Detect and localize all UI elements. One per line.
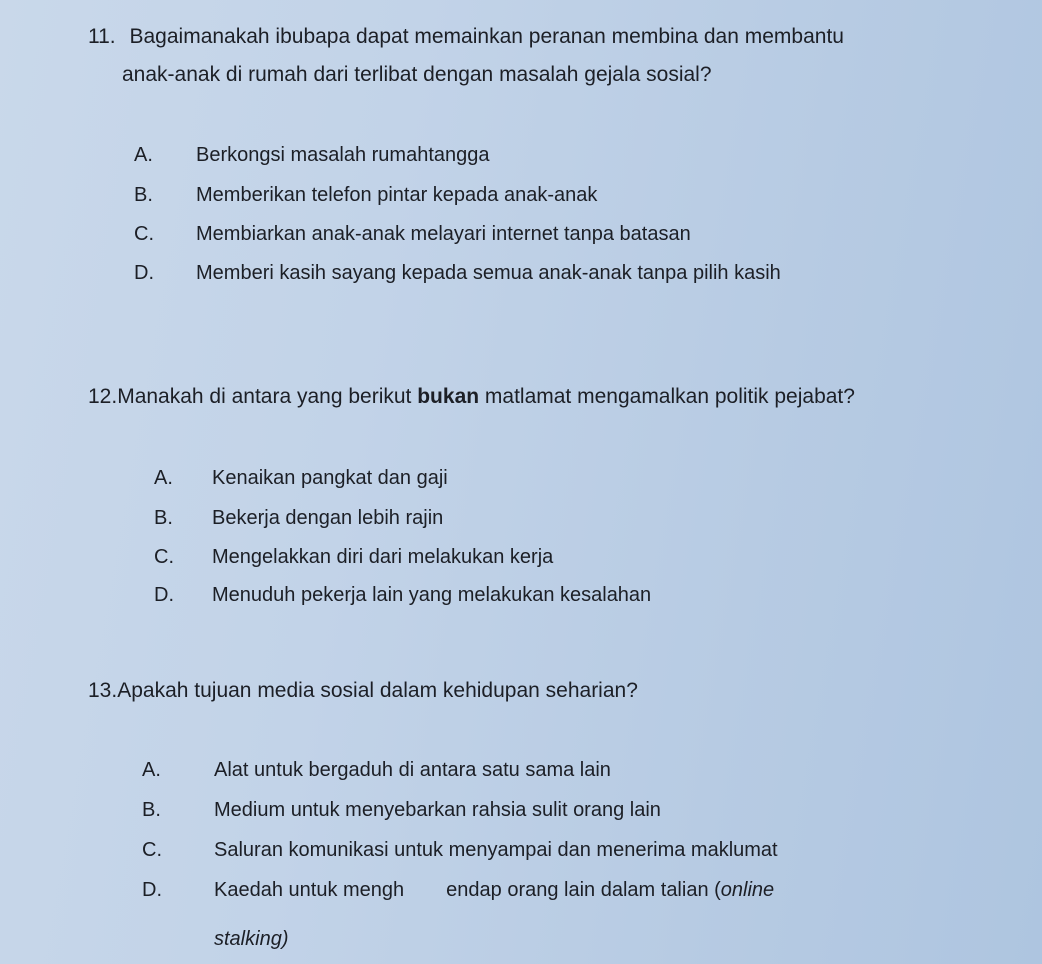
option-text: Kenaikan pangkat dan gaji	[212, 467, 448, 489]
option-text: Alat untuk bergaduh di antara satu sama lain	[214, 759, 611, 781]
question-text-before: Manakah di antara yang berikut	[117, 385, 418, 408]
option-text-line2: stalking)	[214, 928, 289, 950]
option-text: Saluran komunikasi untuk menyampai dan menerima maklumat	[214, 839, 778, 861]
question-12-stem	[88, 382, 855, 412]
option-letter: C.	[134, 223, 154, 245]
question-text-emphasis: bukan	[417, 385, 480, 408]
option-text: Mengelakkan diri dari melakukan kerja	[212, 546, 554, 568]
question-11-stem-line2	[122, 60, 712, 90]
option-letter: B.	[154, 507, 173, 529]
question-number: 11.	[88, 25, 116, 48]
question-text: Apakah tujuan media sosial dalam kehidupan seharian?	[117, 679, 638, 702]
option-letter: C.	[142, 839, 162, 861]
question-number: 12.	[88, 385, 118, 408]
option-text-part2: endap orang lain dalam talian (	[446, 879, 721, 901]
question-13-stem	[88, 676, 638, 706]
option-letter: A.	[142, 759, 161, 781]
option-letter: C.	[154, 546, 174, 568]
question-text-line1: Bagaimanakah ibubapa dapat memainkan peranan membina dan membantu	[129, 25, 844, 48]
option-text	[214, 877, 774, 903]
question-number: 13.	[88, 679, 118, 702]
question-text-after: matlamat mengamalkan politik pejabat?	[479, 385, 855, 408]
option-text: Membiarkan anak-anak melayari internet tanpa batasan	[196, 223, 691, 245]
option-text: Berkongsi masalah rumahtangga	[196, 144, 490, 166]
option-letter: D.	[154, 584, 174, 606]
option-text-italic: online	[720, 879, 775, 901]
option-text: Bekerja dengan lebih rajin	[212, 507, 444, 529]
question-13-option-d-line2	[214, 926, 288, 952]
option-letter: B.	[134, 184, 153, 206]
option-letter: B.	[142, 799, 161, 821]
option-text-part1: Kaedah untuk mengh	[214, 879, 405, 901]
option-letter: A.	[154, 467, 173, 489]
question-11-stem	[88, 22, 844, 52]
option-text: Menuduh pekerja lain yang melakukan kesalahan	[212, 584, 652, 606]
option-text: Medium untuk menyebarkan rahsia sulit orang lain	[214, 799, 661, 821]
question-text-line2: anak-anak di rumah dari terlibat dengan masalah gejala sosial?	[122, 63, 712, 86]
option-letter: D.	[134, 262, 154, 284]
option-letter: A.	[134, 144, 153, 166]
option-text: Memberikan telefon pintar kepada anak-anak	[196, 184, 598, 206]
option-text: Memberi kasih sayang kepada semua anak-anak tanpa pilih kasih	[196, 262, 781, 284]
option-letter: D.	[142, 879, 162, 901]
